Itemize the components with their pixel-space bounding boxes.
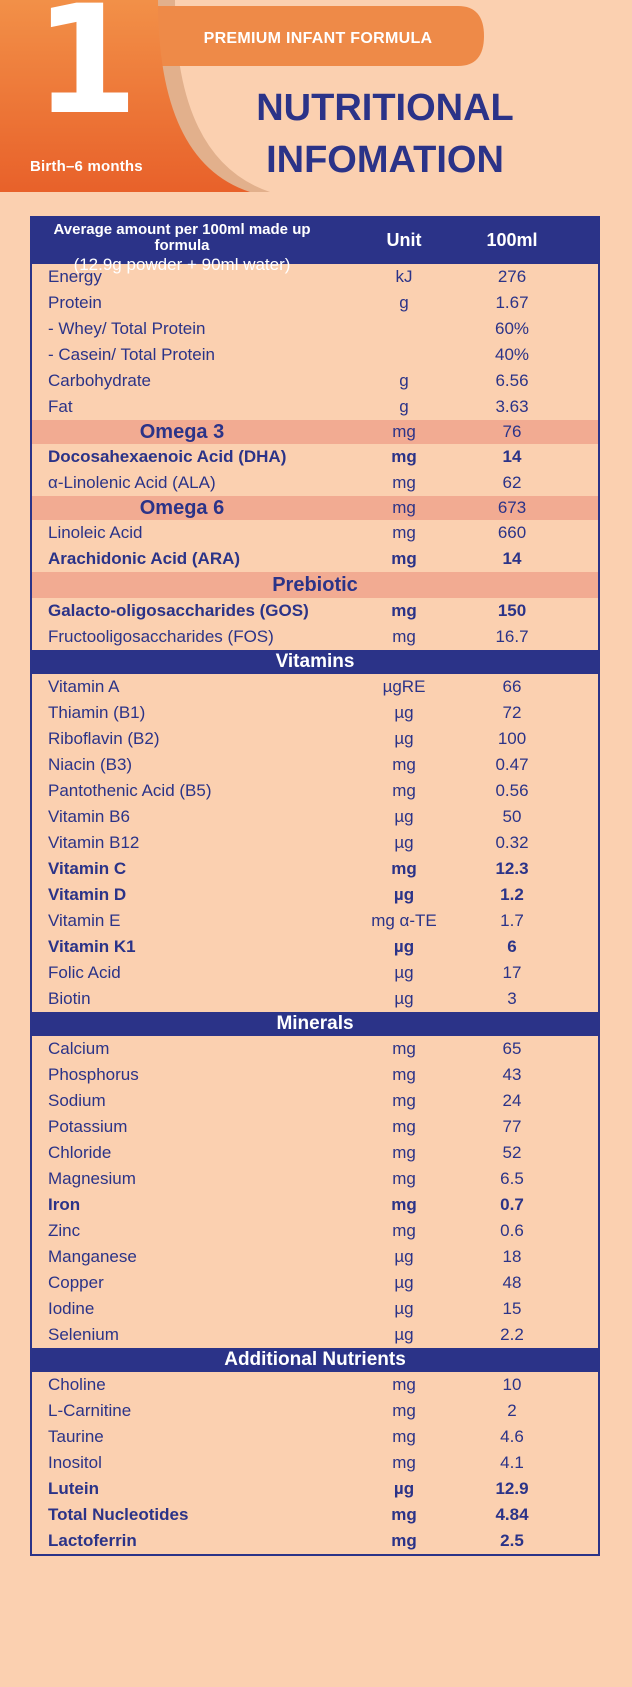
row-unit: µg <box>394 807 414 826</box>
row-unit: µg <box>394 729 414 748</box>
header-value: 100ml <box>486 230 538 250</box>
row-unit: mg <box>392 1221 416 1240</box>
row-value: 10 <box>502 1375 522 1394</box>
table-row <box>32 394 598 420</box>
row-name: Folic Acid <box>48 963 121 982</box>
row-name: Chloride <box>48 1143 112 1162</box>
row-name: Total Nucleotides <box>48 1505 189 1524</box>
row-name: Taurine <box>48 1427 104 1446</box>
row-value: 76 <box>502 422 522 441</box>
row-value: 0.6 <box>500 1221 524 1240</box>
row-unit: mg α-TE <box>371 911 437 930</box>
row-unit: mg <box>392 473 416 492</box>
row-value: 2.5 <box>500 1531 524 1550</box>
table-row <box>32 1036 598 1062</box>
row-value: 12.9 <box>495 1479 529 1498</box>
table-row <box>32 316 598 342</box>
row-name: Lutein <box>48 1479 99 1498</box>
row-unit: µg <box>393 1479 415 1498</box>
row-unit: µg <box>394 989 414 1008</box>
row-unit: mg <box>392 1143 416 1162</box>
title-line-2: INFOMATION <box>266 139 504 181</box>
table-row <box>32 1476 598 1502</box>
table-row <box>32 986 598 1012</box>
row-value: 0.7 <box>500 1195 524 1214</box>
table-row <box>32 444 598 470</box>
row-value: 3 <box>507 989 517 1008</box>
table-row <box>32 1296 598 1322</box>
table-row <box>32 726 598 752</box>
row-unit: µgRE <box>382 677 426 696</box>
row-name: Zinc <box>48 1221 81 1240</box>
row-value: 6.56 <box>495 371 529 390</box>
row-value: 0.56 <box>495 781 529 800</box>
minerals-section: Minerals <box>32 1012 598 1036</box>
row-value: 16.7 <box>495 627 529 646</box>
row-name: Riboflavin (B2) <box>48 729 160 748</box>
table-row <box>32 778 598 804</box>
row-name: Thiamin (B1) <box>48 703 146 722</box>
row-value: 1.7 <box>500 911 524 930</box>
row-unit: mg <box>391 601 417 620</box>
header-unit: Unit <box>386 230 422 250</box>
title-line-1: NUTRITIONAL <box>256 87 514 129</box>
row-name: Calcium <box>48 1039 110 1058</box>
row-unit: g <box>399 293 409 312</box>
row-name: Omega 6 <box>139 497 225 519</box>
row-value: 12.3 <box>495 859 529 878</box>
row-name: Selenium <box>48 1325 119 1344</box>
row-unit: mg <box>391 1531 417 1550</box>
row-name: Lactoferrin <box>48 1531 137 1550</box>
table-row <box>32 882 598 908</box>
row-unit: µg <box>394 1299 414 1318</box>
row-name: Fat <box>48 397 73 416</box>
row-name: Iodine <box>48 1299 95 1318</box>
table-row <box>32 830 598 856</box>
row-name: Omega 3 <box>139 421 225 443</box>
row-value: 40% <box>494 345 530 364</box>
banner-text: PREMIUM INFANT FORMULA <box>203 30 433 47</box>
row-value: 150 <box>497 601 527 620</box>
row-name: Vitamin A <box>48 677 120 696</box>
row-unit: mg <box>392 1401 416 1420</box>
table-row <box>32 368 598 394</box>
row-name: Pantothenic Acid (B5) <box>48 781 212 800</box>
omega6-row <box>32 496 598 520</box>
table-row <box>32 1218 598 1244</box>
row-value: 77 <box>502 1117 522 1136</box>
page-title <box>212 82 558 186</box>
row-unit: mg <box>392 1117 416 1136</box>
row-name: - Casein/ Total Protein <box>48 345 215 364</box>
table-row <box>32 1424 598 1450</box>
vitamins-section: Vitamins <box>32 650 598 674</box>
table-row <box>32 934 598 960</box>
table-row <box>32 700 598 726</box>
header <box>0 0 632 200</box>
row-name: Phosphorus <box>48 1065 139 1084</box>
row-unit: µg <box>394 833 414 852</box>
row-value: 17 <box>502 963 522 982</box>
row-value: 18 <box>502 1247 522 1266</box>
row-value: 6.5 <box>500 1169 524 1188</box>
row-value: 2 <box>507 1401 517 1420</box>
row-name: Carbohydrate <box>48 371 152 390</box>
row-value: 43 <box>502 1065 522 1084</box>
row-value: 60% <box>494 319 530 338</box>
row-value: 72 <box>502 703 522 722</box>
row-unit: mg <box>392 1453 416 1472</box>
omega3-row <box>32 420 598 444</box>
row-unit: mg <box>392 755 416 774</box>
row-value: 24 <box>502 1091 522 1110</box>
row-unit: g <box>399 371 409 390</box>
row-value: 1.67 <box>495 293 529 312</box>
table-row <box>32 1114 598 1140</box>
row-unit: kJ <box>395 267 413 286</box>
row-name: Inositol <box>48 1453 102 1472</box>
row-value: 65 <box>502 1039 522 1058</box>
row-name: Choline <box>48 1375 106 1394</box>
table-row <box>32 1062 598 1088</box>
table-row <box>32 674 598 700</box>
table-row <box>32 1322 598 1348</box>
row-value: 673 <box>497 498 527 517</box>
row-unit: mg <box>392 1039 416 1058</box>
row-unit: mg <box>392 498 416 517</box>
table-row <box>32 470 598 496</box>
row-value: 1.2 <box>500 885 524 904</box>
table-row <box>32 1270 598 1296</box>
row-name: Galacto-oligosaccharides (GOS) <box>48 601 309 620</box>
row-name: Niacin (B3) <box>48 755 133 774</box>
table-row <box>32 264 598 290</box>
row-value: 3.63 <box>495 397 529 416</box>
row-unit: µg <box>394 1325 414 1344</box>
row-value: 14 <box>502 447 522 466</box>
row-value: 0.47 <box>495 755 529 774</box>
table-row <box>32 624 598 650</box>
row-value: 62 <box>502 473 522 492</box>
row-unit: mg <box>392 523 416 542</box>
row-value: 100 <box>497 729 527 748</box>
table-row <box>32 1528 598 1554</box>
row-unit: mg <box>391 859 417 878</box>
row-value: 4.1 <box>500 1453 524 1472</box>
row-value: 2.2 <box>500 1325 524 1344</box>
row-unit: mg <box>391 1505 417 1524</box>
row-name: Magnesium <box>48 1169 136 1188</box>
table-row <box>32 856 598 882</box>
table-row <box>32 908 598 934</box>
row-unit: mg <box>392 1375 416 1394</box>
row-name: Fructooligosaccharides (FOS) <box>48 627 274 646</box>
stage-number: 1 <box>34 0 139 148</box>
row-unit: µg <box>393 885 415 904</box>
table-row <box>32 598 598 624</box>
table-row <box>32 1244 598 1270</box>
row-unit: mg <box>392 781 416 800</box>
row-unit: mg <box>392 1427 416 1446</box>
table-row <box>32 804 598 830</box>
table-row <box>32 342 598 368</box>
row-name: Energy <box>48 267 102 286</box>
row-value: 15 <box>502 1299 522 1318</box>
row-unit: mg <box>391 447 417 466</box>
row-value: 660 <box>497 523 527 542</box>
table-row <box>32 1140 598 1166</box>
table-header <box>32 218 598 274</box>
row-name: Linoleic Acid <box>48 523 143 542</box>
row-value: 14 <box>502 549 522 568</box>
row-name: Manganese <box>48 1247 137 1266</box>
row-value: 50 <box>502 807 522 826</box>
row-name: L-Carnitine <box>48 1401 132 1420</box>
row-value: 4.6 <box>500 1427 524 1446</box>
row-unit: µg <box>394 1247 414 1266</box>
row-value: 48 <box>502 1273 522 1292</box>
header-nutrient-line2: (12.9g powder + 90ml water) <box>73 255 291 274</box>
row-value: 6 <box>507 937 517 956</box>
nutrition-table <box>30 216 600 1556</box>
row-name: Vitamin D <box>48 885 127 904</box>
row-unit: mg <box>392 1169 416 1188</box>
row-unit: mg <box>391 1195 417 1214</box>
row-unit: µg <box>394 703 414 722</box>
table-row <box>32 1450 598 1476</box>
row-value: 276 <box>497 267 527 286</box>
row-name: Protein <box>48 293 102 312</box>
table-row <box>32 290 598 316</box>
table-row <box>32 752 598 778</box>
row-unit: mg <box>391 549 417 568</box>
table-row <box>32 1166 598 1192</box>
row-value: 4.84 <box>495 1505 529 1524</box>
row-name: Arachidonic Acid (ARA) <box>48 549 241 568</box>
age-label: Birth–6 months <box>30 158 143 175</box>
prebiotic-section: Prebiotic <box>32 572 598 598</box>
row-name: Potassium <box>48 1117 128 1136</box>
additional-section: Additional Nutrients <box>32 1348 598 1372</box>
row-unit: mg <box>392 422 416 441</box>
row-name: - Whey/ Total Protein <box>48 319 206 338</box>
row-value: 52 <box>502 1143 522 1162</box>
table-row <box>32 546 598 572</box>
table-row <box>32 960 598 986</box>
row-name: Sodium <box>48 1091 106 1110</box>
row-name: Vitamin K1 <box>48 937 136 956</box>
row-name: Iron <box>48 1195 81 1214</box>
row-unit: µg <box>394 963 414 982</box>
row-name: Vitamin B12 <box>48 833 140 852</box>
table-row <box>32 520 598 546</box>
table-row <box>32 1372 598 1398</box>
row-name: Biotin <box>48 989 91 1008</box>
table-row <box>32 1398 598 1424</box>
row-value: 0.32 <box>495 833 529 852</box>
row-name: Vitamin C <box>48 859 127 878</box>
row-value: 66 <box>502 677 522 696</box>
row-name: Copper <box>48 1273 104 1292</box>
row-name: Docosahexaenoic Acid (DHA) <box>48 447 287 466</box>
row-unit: mg <box>392 1065 416 1084</box>
row-unit: mg <box>392 627 416 646</box>
table-row <box>32 1502 598 1528</box>
row-name: Vitamin E <box>48 911 121 930</box>
row-unit: µg <box>393 937 415 956</box>
row-unit: mg <box>392 1091 416 1110</box>
row-unit: g <box>399 397 409 416</box>
row-name: α-Linolenic Acid (ALA) <box>48 473 216 492</box>
table-row <box>32 1192 598 1218</box>
table-row <box>32 1088 598 1114</box>
row-unit: µg <box>394 1273 414 1292</box>
row-name: Vitamin B6 <box>48 807 130 826</box>
header-nutrient-line1: Average amount per 100ml made up formula <box>53 221 311 254</box>
